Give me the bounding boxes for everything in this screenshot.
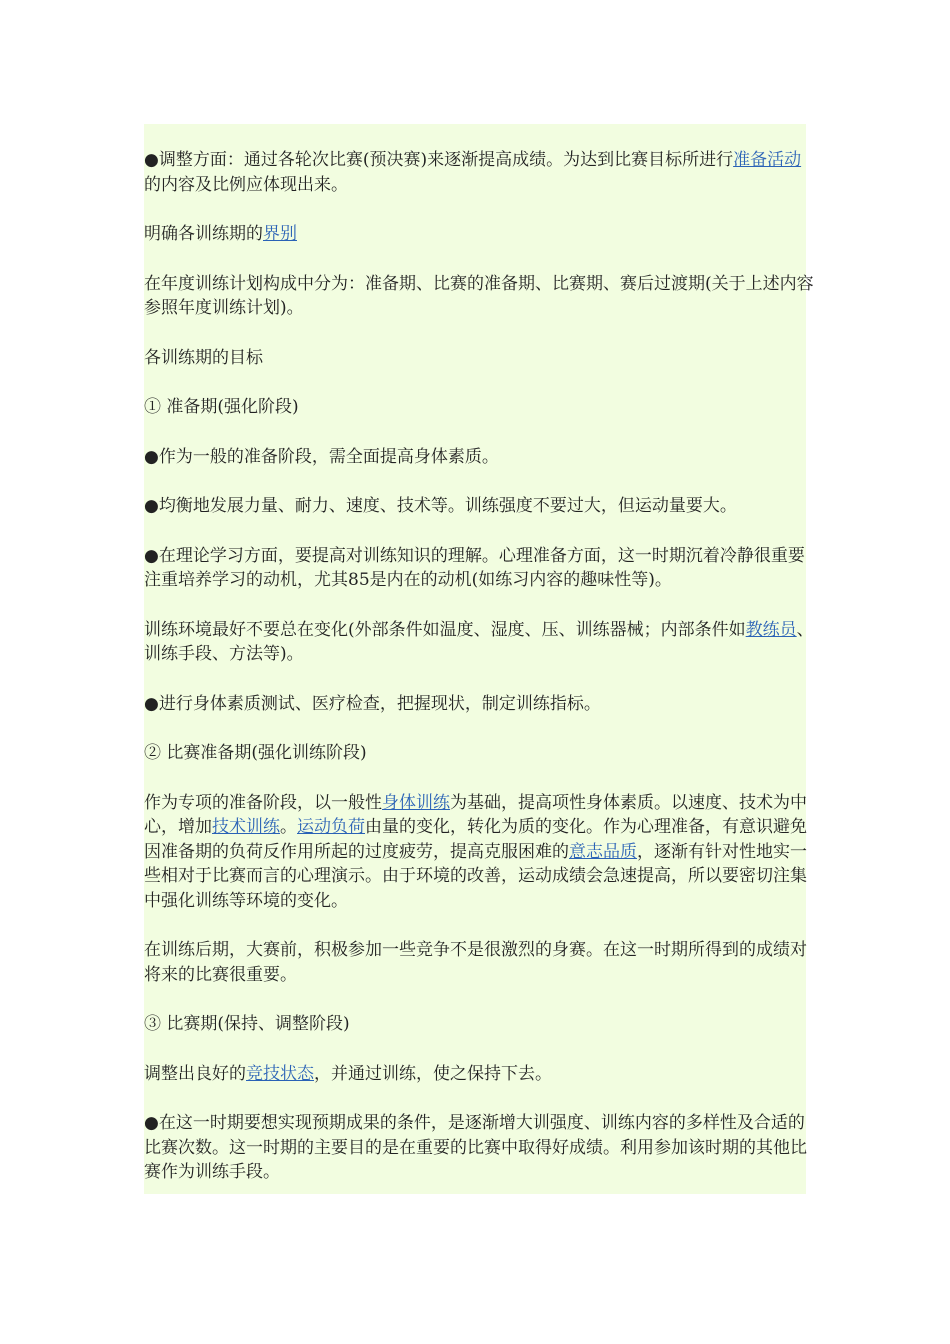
link-boundary[interactable]: 界别 <box>263 224 297 244</box>
paragraph: 训练环境最好不要总在变化(外部条件如温度、湿度、压、训练器械；内部条件如教练员、训练手段、方法等)。 <box>144 619 814 664</box>
bullet-item: ●在这一时期要想实现预期成果的条件，是逐渐增大训强度、训练内容的多样性及合适的比赛次数。这一时期的主要目的是在重要的比赛中取得好成绩。利用参加该时期的其他比赛作为训练手段。 <box>144 1113 807 1182</box>
paragraph: 作为专项的准备阶段，以一般性身体训练为基础，提高项性身体素质。以速度、技术为中心，增加技术训练。运动负荷由量的变化，转化为质的变化。作为心理准备，有意识避免因准备期的负荷反作用所起的过度疲劳，提高克服困难的意志品质，逐渐有针对性地实一些相对于比赛而言的心理演示。由于环境的改善，运动成绩会急速提高，所以要密切注集中强化训练等环境的变化。 <box>144 792 807 911</box>
paragraph: 在年度训练计划构成中分为：准备期、比赛的准备期、比赛期、赛后过渡期(关于上述内容参照年度训练计划)。 <box>144 273 814 318</box>
section-heading: ③ 比赛期(保持、调整阶段) <box>144 1014 350 1034</box>
section-heading: 各训练期的目标 <box>144 347 263 368</box>
bullet-item: ●进行身体素质测试、医疗检查，把握现状，制定训练指标。 <box>144 693 601 714</box>
paragraph: 调整出良好的竞技状态，并通过训练，使之保持下去。 <box>144 1063 552 1084</box>
link-coach[interactable]: 教练员 <box>745 619 797 640</box>
link-exercise-load[interactable]: 运动负荷 <box>297 817 365 837</box>
link-physical-training[interactable]: 身体训练 <box>382 792 450 813</box>
bullet-item: ●作为一般的准备阶段，需全面提高身体素质。 <box>144 446 499 467</box>
section-heading: ① 准备期(强化阶段) <box>144 397 299 417</box>
bullet-item: ●均衡地发展力量、耐力、速度、技术等。训练强度不要过大，但运动量要大。 <box>144 496 737 516</box>
link-willpower[interactable]: 意志品质 <box>569 841 637 862</box>
link-technical-training[interactable]: 技术训练 <box>212 817 280 837</box>
paragraph: 明确各训练期的界别 <box>144 224 297 244</box>
bullet-item: ●在理论学习方面，要提高对训练知识的理解。心理准备方面，这一时期沉着冷静很重要注重培养学习的动机，尤其85是内在的动机(如练习内容的趣味性等)。 <box>144 545 805 590</box>
paragraph: 在训练后期，大赛前，积极参加一些竞争不是很激烈的身赛。在这一时期所得到的成绩对将来的比赛很重要。 <box>144 940 807 985</box>
paragraph: ●调整方面：通过各轮次比赛(预决赛)来逐渐提高成绩。为达到比赛目标所进行准备活动的内容及比例应体现出来。 <box>144 150 802 195</box>
link-warmup[interactable]: 准备活动 <box>733 150 802 170</box>
link-competitive-state[interactable]: 竞技状态 <box>246 1063 314 1084</box>
section-heading: ② 比赛准备期(强化训练阶段) <box>144 743 367 763</box>
article-body <box>144 148 814 1210</box>
